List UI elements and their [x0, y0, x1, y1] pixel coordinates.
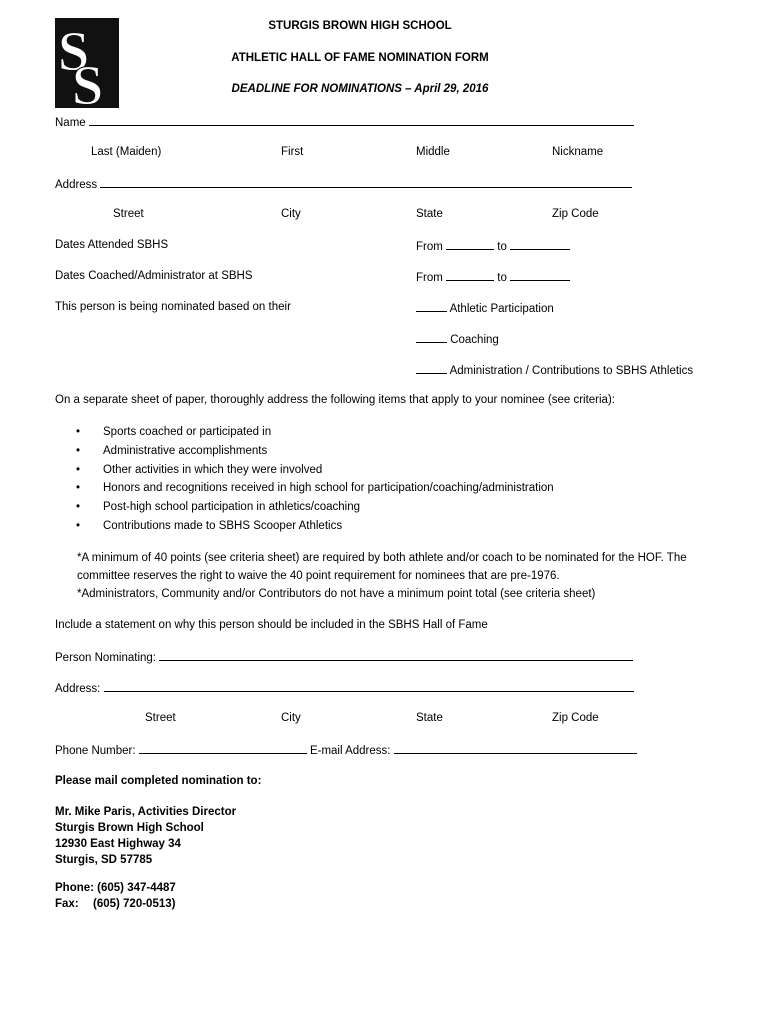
name-sub-first: First — [281, 146, 304, 158]
from-label: From — [416, 272, 443, 284]
list-item: • Post-high school participation in athletics/coaching — [76, 501, 360, 514]
coached-to-field[interactable] — [510, 270, 570, 281]
address-sub-street: Street — [113, 208, 144, 220]
option-administration — [416, 363, 693, 377]
list-item: • Sports coached or participated in — [76, 426, 272, 438]
list-item: • Contributions made to SBHS Scooper Athletics — [76, 519, 343, 532]
administration-label: Administration / Contributions to SBHS Athletics — [449, 365, 694, 377]
note-line-2: committee reserves the right to waive the 40 point requirement for nominees that are pre-1976. — [77, 570, 560, 582]
attended-to-field[interactable] — [510, 239, 570, 250]
athletic-label: Athletic Participation — [449, 303, 554, 315]
dates-attended-range — [416, 239, 570, 253]
list-item: • Honors and recognitions received in high school for participation/coaching/administration — [76, 482, 554, 495]
to-label: to — [497, 272, 507, 284]
coaching-checkline[interactable] — [416, 332, 447, 343]
note-line-3: *Administrators, Community and/or Contributors do not have a minimum point total (see criteria sheet) — [77, 588, 596, 600]
mail-phone: Phone: (605) 347-4487 — [55, 882, 176, 894]
nominator-address-field[interactable] — [104, 681, 634, 692]
mail-fax-row — [55, 896, 176, 912]
nominator-sub-zip: Zip Code — [552, 712, 599, 724]
option-athletic — [416, 301, 554, 315]
administration-checkline[interactable] — [416, 363, 447, 374]
person-nominating-label: Person Nominating: — [55, 652, 156, 664]
school-logo — [55, 18, 119, 108]
mail-city: Sturgis, SD 57785 — [55, 854, 153, 866]
person-nominating-row — [55, 650, 633, 664]
address-field[interactable] — [100, 177, 632, 188]
mail-heading: Please mail completed nomination to: — [55, 775, 262, 787]
mail-address-block — [55, 804, 236, 868]
phone-field[interactable] — [139, 743, 307, 754]
nominator-sub-city: City — [281, 712, 301, 724]
to-label: to — [497, 241, 507, 253]
nominator-sub-street: Street — [145, 712, 176, 724]
person-nominating-field[interactable] — [159, 650, 633, 661]
address-sub-state: State — [416, 208, 443, 220]
address-sub-zip: Zip Code — [552, 208, 599, 220]
option-coaching — [416, 332, 499, 346]
note-line-1: *A minimum of 40 points (see criteria sheet) are required by both athlete and/or coach to be nominated for the HOF. The — [77, 552, 687, 564]
fax-number: (605) 720-0513) — [93, 898, 176, 910]
from-label: From — [416, 241, 443, 253]
dates-coached-label: Dates Coached/Administrator at SBHS — [55, 270, 253, 282]
coaching-label: Coaching — [450, 334, 499, 346]
phone-label: Phone Number: — [55, 745, 136, 757]
coached-from-field[interactable] — [446, 270, 494, 281]
nominator-address-label: Address: — [55, 683, 101, 695]
svg-text:S: S — [72, 55, 104, 108]
name-label: Name — [55, 117, 86, 129]
mail-school: Sturgis Brown High School — [55, 822, 204, 834]
mail-contact-block — [55, 880, 176, 912]
name-sub-last: Last (Maiden) — [91, 146, 162, 158]
address-sub-city: City — [281, 208, 301, 220]
dates-coached-range — [416, 270, 570, 284]
mail-street: 12930 East Highway 34 — [55, 838, 181, 850]
attended-from-field[interactable] — [446, 239, 494, 250]
school-name: STURGIS BROWN HIGH SCHOOL — [268, 20, 452, 32]
criteria-notes — [77, 549, 717, 603]
email-label: E-mail Address: — [309, 745, 391, 757]
criteria-list — [72, 423, 554, 536]
address-label: Address — [55, 179, 98, 191]
name-sub-nickname: Nickname — [552, 146, 604, 158]
name-sub-middle: Middle — [416, 146, 450, 158]
nomination-basis-label: This person is being nominated based on their — [55, 301, 291, 313]
nominator-address-row — [55, 681, 634, 695]
nominator-sub-state: State — [416, 712, 443, 724]
svg-text:S: S — [58, 21, 90, 83]
list-item: • Other activities in which they were involved — [76, 463, 323, 476]
mail-name: Mr. Mike Paris, Activities Director — [55, 806, 237, 818]
dates-attended-label: Dates Attended SBHS — [55, 239, 169, 251]
name-field[interactable] — [89, 115, 634, 126]
fax-label: Fax: — [55, 898, 79, 910]
athletic-checkline[interactable] — [416, 301, 447, 312]
list-item: • Administrative accomplishments — [76, 444, 268, 457]
statement-instruction: Include a statement on why this person should be included in the SBHS Hall of Fame — [55, 619, 488, 631]
address-row — [55, 177, 632, 191]
email-field[interactable] — [394, 743, 637, 754]
form-title: ATHLETIC HALL OF FAME NOMINATION FORM — [231, 52, 489, 64]
name-row — [55, 115, 634, 129]
contact-row — [55, 743, 637, 757]
instructions: On a separate sheet of paper, thoroughly address the following items that apply to your nominee (see criteria): — [55, 394, 615, 406]
deadline: DEADLINE FOR NOMINATIONS – April 29, 2016 — [231, 83, 489, 95]
